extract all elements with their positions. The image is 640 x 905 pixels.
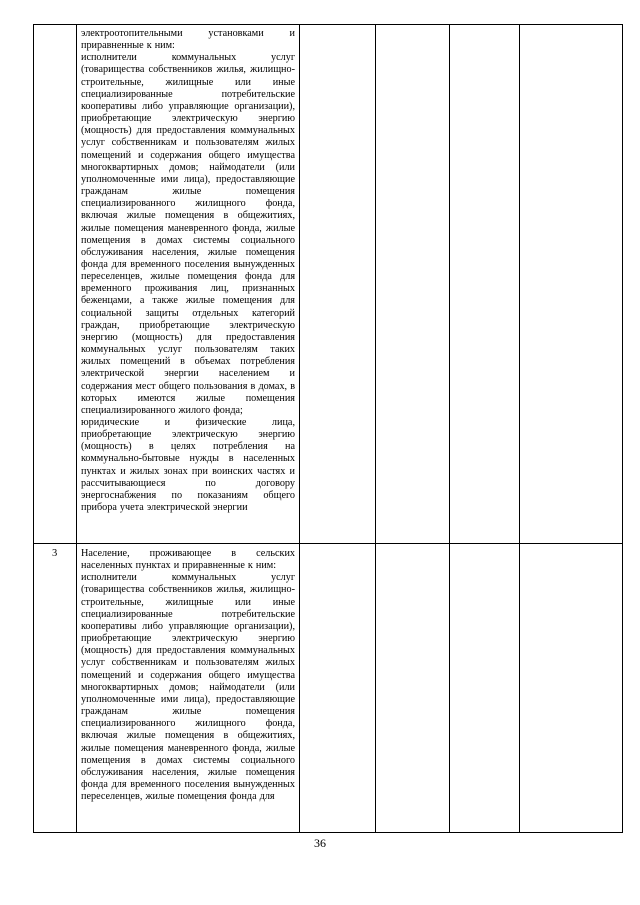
row-consumer-group-text: исполнители коммунальных услуг (товарищества собственников жилья, жилищно-строительные, жилищные или иные специализированные потребительские кооперативы либо управляющие организации), приобретающие электрическую энергию (мощность) для предоставления коммунальных услуг собственникам и пользователям жилых помещений и содержания общего имущества многоквартирных домов; наймодатели (или уполномоченные ими лица), предоставляющие гражданам жилые помещения специализированного жилищного фонда, включая жилые помещения в общежитиях, жилые помещения маневренного фонда, жилые помещения в домах системы социального обслуживания населения, жилые помещения фонда для временного поселения вынужденных переселенцев, жилые помещения фонда для временного проживания лиц, признанных беженцами, а также жилые помещения для социальной защиты отдельных категорий граждан, приобретающие электрическую энергию (мощность) для предоставления коммунальных услуг пользователям таких жилых помещений в объемах потребления электрической энергии населением и содержания мест общего пользования в домах, в которых имеются жилые помещения специализированного жилого фонда; bbox=[81, 52, 295, 416]
row-continuation-heading: электроотопительными установками и приравненные к ним: bbox=[81, 28, 295, 52]
column-divider bbox=[299, 25, 300, 832]
page-number: 36 bbox=[314, 836, 326, 850]
row-consumer-group-text: исполнители коммунальных услуг (товарищества собственников жилья, жилищно-строительные, жилищные или иные специализированные потребительские кооперативы либо управляющие организации), приобретающие электрическую энергию (мощность) для предоставления коммунальных услуг собственникам и пользователям жилых помещений и содержания общего имущества многоквартирных домов; наймодатели (или уполномоченные ими лица), предоставляющие гражданам жилые помещения специализированного жилищного фонда, включая жилые помещения в общежитиях, жилые помещения маневренного фонда, жилые помещения в домах системы социального обслуживания населения, жилые помещения фонда для временного поселения вынужденных переселенцев, жилые помещения фонда для bbox=[81, 572, 295, 803]
row-number: 3 bbox=[52, 548, 58, 559]
column-divider bbox=[449, 25, 450, 832]
column-divider bbox=[519, 25, 520, 832]
table-row-description bbox=[81, 548, 295, 803]
tariff-table bbox=[33, 24, 623, 833]
row-heading: Население, проживающее в сельских населенных пунктах и приравненные к ним: bbox=[81, 548, 295, 572]
column-divider bbox=[375, 25, 376, 832]
row-divider bbox=[34, 543, 622, 544]
row-consumer-group-text: юридические и физические лица, приобретающие электрическую энергию (мощность) в целях потребления на коммунально-бытовые нужды в населенных пунктах и жилых зонах при воинских частях и рассчитывающиеся по договору энергоснабжения по показаниям общего прибора учета электрической энергии bbox=[81, 417, 295, 514]
table-row-description bbox=[81, 28, 295, 514]
column-divider bbox=[76, 25, 77, 832]
